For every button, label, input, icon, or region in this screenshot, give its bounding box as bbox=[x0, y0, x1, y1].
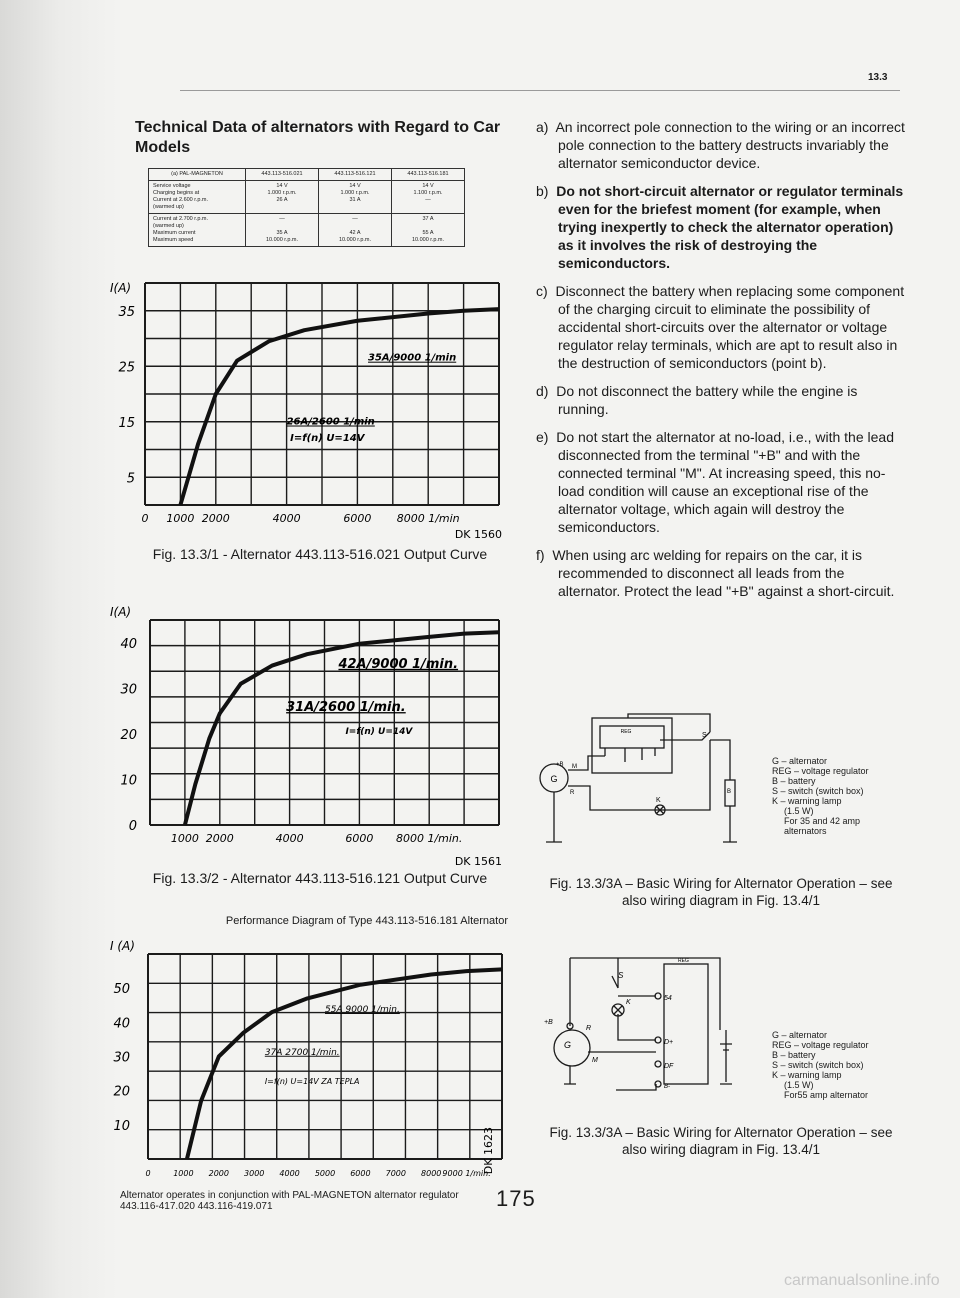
y-tick-label: 25 bbox=[118, 360, 135, 376]
legend-line: REG – voltage regulator bbox=[772, 1040, 869, 1050]
x-tick-label: 1000 bbox=[173, 1169, 194, 1178]
label-reg: REG bbox=[678, 958, 689, 964]
list-item bbox=[536, 282, 906, 372]
x-tick-label: 6000 bbox=[343, 512, 372, 525]
book-binding-shadow bbox=[0, 0, 118, 1298]
label-plus-b: +B bbox=[544, 1019, 553, 1026]
x-tick-label: 2000 bbox=[205, 832, 234, 845]
spec-table-wrap bbox=[148, 168, 465, 247]
annotation-label: I=f(n) U=14V ZA TEPLA bbox=[264, 1076, 360, 1086]
chart-3 bbox=[110, 932, 510, 1182]
table-header-cell: (a) PAL-MAGNETON bbox=[149, 169, 246, 181]
figure-code: DK 1561 bbox=[454, 855, 502, 868]
list-item-text: An incorrect pole connection to the wiring or an incorrect pole connection to the battery destructs invariably the alternator semiconductor device. bbox=[555, 119, 905, 171]
list-item-text: Disconnect the battery when replacing some component of the charging circuit to eliminate the possibility of accidental short-circuits over the alternator or voltage regulator relay terminals, which are apt to result also in the destruction of semiconductors (point b). bbox=[555, 283, 905, 371]
x-tick-label: 0 bbox=[145, 1169, 151, 1178]
x-tick-label: 8000 1/min. bbox=[395, 832, 463, 845]
y-tick-label: 20 bbox=[113, 1084, 130, 1100]
table-cell: 14 V 1.000 r.p.m. 26 A bbox=[246, 181, 319, 214]
table-row bbox=[149, 181, 465, 214]
label-df: DF bbox=[664, 1063, 674, 1070]
alternator-wiring bbox=[546, 756, 660, 842]
battery-wiring bbox=[660, 740, 730, 810]
regulator-inner bbox=[600, 726, 664, 748]
spec-table bbox=[148, 168, 465, 247]
legend-line: K – warning lamp bbox=[772, 796, 842, 806]
x-tick-label: 2000 bbox=[201, 512, 230, 525]
diagram2-legend bbox=[772, 1030, 912, 1100]
diagram1-caption: Fig. 13.3/3A – Basic Wiring for Alternator Operation – see also wiring diagram in Fig. 13.4/1 bbox=[549, 876, 893, 908]
annotation-label: I=f(n) U=14V bbox=[345, 726, 413, 737]
legend-line: S – switch (switch box) bbox=[772, 1060, 864, 1070]
y-tick-label: 30 bbox=[113, 1050, 130, 1066]
y-tick-label: 20 bbox=[120, 727, 137, 743]
table-header-cell: 443.113-516.021 bbox=[246, 169, 319, 181]
legend-line: K – warning lamp bbox=[772, 1070, 842, 1080]
table-cell: — 42 A 10.000 r.p.m. bbox=[319, 214, 392, 247]
y-axis-label: I(A) bbox=[110, 605, 132, 619]
y-tick-label: 5 bbox=[126, 471, 135, 487]
list-item-text: When using arc welding for repairs on the car, it is recommended to disconnect all leads from the alternator. Protect the lead "+B" against a short-circuit. bbox=[552, 547, 895, 599]
label-g: G bbox=[564, 1040, 572, 1050]
y-tick-label: 15 bbox=[118, 415, 135, 431]
regulator-terminals bbox=[605, 748, 655, 762]
list-item bbox=[536, 118, 906, 172]
annotation-label: 37A 2700 1/min. bbox=[264, 1047, 340, 1058]
x-tick-label: 7000 bbox=[385, 1169, 406, 1178]
y-tick-label: 50 bbox=[113, 982, 130, 998]
section-title: Technical Data of alternators with Regard to Car Models bbox=[135, 119, 501, 156]
page-number: 175 bbox=[496, 1186, 536, 1211]
list-item-letter: a) bbox=[536, 119, 549, 135]
label-s: S bbox=[702, 732, 707, 739]
list-item-text: Do not disconnect the battery while the engine is running. bbox=[556, 383, 858, 417]
legend-line: G – alternator bbox=[772, 1030, 828, 1040]
diagram2-caption: Fig. 13.3/3A – Basic Wiring for Alternator Operation – see also wiring diagram in Fig. 13.4/1 bbox=[549, 1125, 893, 1157]
table-header-cell: 443.113-516.121 bbox=[319, 169, 392, 181]
label-m: M bbox=[572, 764, 577, 770]
label-k: K bbox=[626, 999, 631, 1006]
x-tick-label: 3000 bbox=[244, 1169, 265, 1178]
x-tick-label: 4000 bbox=[279, 1169, 300, 1178]
x-tick-label: 6000 bbox=[350, 1169, 371, 1178]
table-cell: 14 V 1.000 r.p.m. 31 A bbox=[319, 181, 392, 214]
fig3-title: Performance Diagram of Type 443.113-516.181 Alternator bbox=[225, 915, 508, 927]
y-tick-label: 10 bbox=[113, 1118, 130, 1134]
list-item-letter: c) bbox=[536, 283, 548, 299]
legend-line: (1.5 W) bbox=[784, 1080, 814, 1090]
list-item-letter: e) bbox=[536, 429, 549, 445]
table-cell: 14 V 1.100 r.p.m. — bbox=[392, 181, 465, 214]
list-item bbox=[536, 382, 906, 418]
x-tick-label: 1000 bbox=[166, 512, 195, 525]
list-item bbox=[536, 182, 906, 272]
label-plus-b: +B bbox=[556, 762, 564, 768]
y-tick-label: 10 bbox=[120, 773, 137, 789]
annotation-label: 31A/2600 1/min. bbox=[286, 700, 406, 716]
header-rule bbox=[180, 90, 900, 91]
battery-symbol bbox=[720, 1030, 732, 1084]
label-g: G bbox=[550, 774, 558, 784]
x-tick-label: 4000 bbox=[272, 512, 301, 525]
wiring-diagram-1 bbox=[530, 700, 750, 860]
y-tick-label: 30 bbox=[120, 682, 137, 698]
list-item bbox=[536, 428, 906, 536]
table-header-cell: 443.113-516.181 bbox=[392, 169, 465, 181]
precautions-list bbox=[536, 118, 906, 610]
list-item-letter: b) bbox=[536, 183, 549, 199]
page-ref: 13.3 bbox=[868, 72, 888, 83]
legend-line: For55 amp alternator bbox=[784, 1090, 869, 1100]
warning-lamp-cross bbox=[614, 1006, 622, 1014]
label-dplus: D+ bbox=[664, 1039, 674, 1046]
table-cell: Current at 2.700 r.p.m. (warmed up) Maximum current Maximum speed bbox=[149, 214, 246, 247]
legend-line: S – switch (switch box) bbox=[772, 786, 864, 796]
y-tick-label: 0 bbox=[128, 819, 137, 834]
x-tick-label: 4000 bbox=[275, 832, 304, 845]
figure-code: DK 1623 bbox=[482, 1127, 495, 1175]
footer-note: Alternator operates in conjunction with PAL-MAGNETON alternator regulator 443.116-417.020 443.116-419.071 bbox=[120, 1190, 459, 1212]
x-tick-label: 5000 bbox=[314, 1169, 336, 1178]
y-tick-label: 40 bbox=[120, 636, 137, 652]
fig1-caption: Fig. 13.3/1 - Alternator 443.113-516.021 Output Curve bbox=[152, 546, 488, 562]
y-axis-label: I (A) bbox=[110, 939, 135, 953]
x-tick-label: 1000 bbox=[170, 832, 199, 845]
x-tick-label: 2000 bbox=[208, 1169, 229, 1178]
wiring-diagram-2 bbox=[530, 944, 760, 1114]
figure-code: DK 1560 bbox=[454, 528, 502, 540]
label-b: B bbox=[727, 789, 732, 795]
regulator-wiring bbox=[588, 996, 656, 1090]
list-item-letter: d) bbox=[536, 383, 549, 399]
switch-line bbox=[570, 958, 720, 1030]
label-bminus: B- bbox=[664, 1084, 670, 1090]
y-tick-label: 35 bbox=[118, 304, 135, 320]
label-k: K bbox=[656, 797, 661, 804]
x-tick-label: 8000 bbox=[421, 1169, 442, 1178]
legend-line: For 35 and 42 amp bbox=[784, 816, 861, 826]
legend-line: B – battery bbox=[772, 776, 816, 786]
chart-1 bbox=[110, 280, 510, 540]
list-item-letter: f) bbox=[536, 547, 545, 563]
table-cell: — 35 A 10.000 r.p.m. bbox=[246, 214, 319, 247]
list-item bbox=[536, 546, 906, 600]
label-r: R bbox=[570, 790, 575, 796]
label-m: M bbox=[592, 1057, 598, 1064]
legend-line: (1.5 W) bbox=[784, 806, 814, 816]
fig2-caption: Fig. 13.3/2 - Alternator 443.113-516.121 Output Curve bbox=[152, 870, 488, 886]
series-line bbox=[187, 969, 502, 1159]
label-s: S bbox=[618, 971, 624, 980]
annotation-label: I=f(n) U=14V bbox=[290, 433, 365, 445]
legend-line: alternators bbox=[784, 826, 827, 836]
table-header-row bbox=[149, 169, 465, 181]
legend-line: B – battery bbox=[772, 1050, 816, 1060]
terminal-df bbox=[655, 1061, 661, 1067]
list-item-text: Do not start the alternator at no-load, i.e., with the lead disconnected from the terminal "+B" and with the connected terminal "M". At increasing speed, this no-load condition will cause an exceptional rise of the alternator voltage, which again will destroy the semiconductors. bbox=[556, 429, 894, 535]
table-cell: Service voltage Charging begins at Current at 2.600 r.p.m. (warmed up) bbox=[149, 181, 246, 214]
annotation-label: 42A/9000 1/min. bbox=[338, 656, 459, 672]
annotation-label: 55A 9000 1/min. bbox=[325, 1005, 400, 1016]
label-reg: REG bbox=[620, 729, 632, 735]
annotation-label: 26A/2600 1/min bbox=[286, 416, 375, 428]
y-tick-label: 40 bbox=[113, 1016, 130, 1032]
x-tick-label: 6000 bbox=[345, 832, 374, 845]
x-tick-label: 9000 1/min. bbox=[442, 1169, 491, 1178]
alternator-symbol bbox=[554, 1030, 590, 1066]
diagram1-legend bbox=[772, 756, 912, 836]
x-tick-label: 8000 1/min bbox=[396, 512, 460, 525]
y-axis-label: I(A) bbox=[110, 281, 132, 295]
list-item-text: Do not short-circuit alternator or regulator terminals even for the briefest moment (for example, when trying inexpertly to check the alternator operation) as it involves the risk of destroying the semiconductors. bbox=[556, 183, 904, 271]
table-cell: 37 A 55 A 10.000 r.p.m. bbox=[392, 214, 465, 247]
legend-line: REG – voltage regulator bbox=[772, 766, 869, 776]
label-r: R bbox=[586, 1025, 592, 1032]
legend-line: G – alternator bbox=[772, 756, 828, 766]
x-tick-label: 0 bbox=[141, 512, 149, 525]
watermark: carmanualsonline.info bbox=[784, 1272, 940, 1289]
annotation-label: 35A/9000 1/min bbox=[368, 352, 457, 364]
battery-ground bbox=[723, 806, 737, 842]
chart-2 bbox=[110, 600, 510, 870]
table-row bbox=[149, 214, 465, 247]
label-54: 54 bbox=[664, 995, 672, 1002]
